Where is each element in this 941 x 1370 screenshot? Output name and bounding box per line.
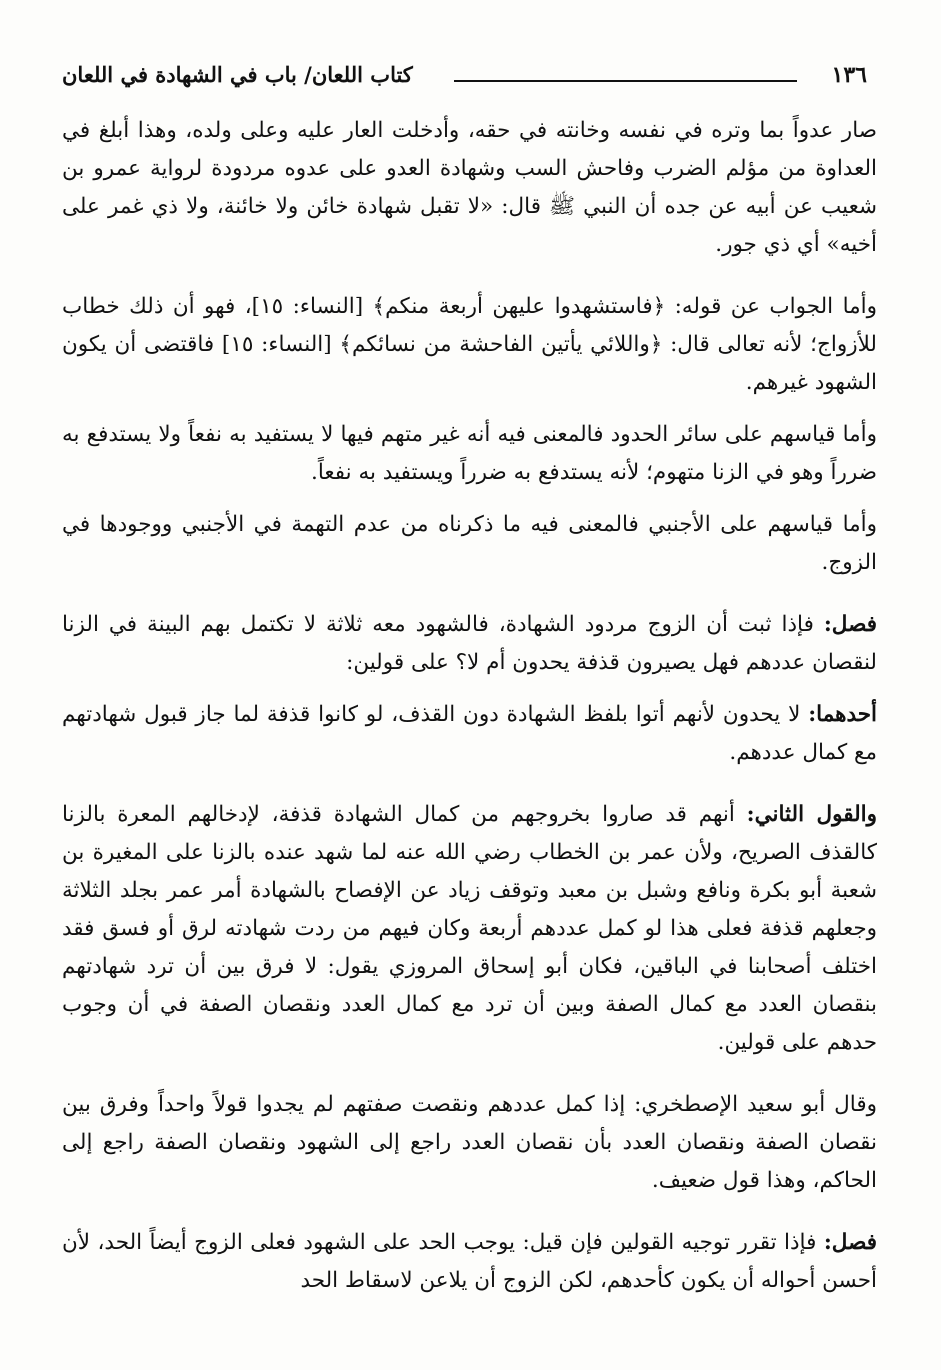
header-rule <box>454 80 797 82</box>
paragraph-lead: والقول الثاني: <box>746 802 877 827</box>
section-paragraph: فصل: فإذا تقرر توجيه القولين فإن قيل: يوجب الحد على الشهود فعلى الزوج أيضاً الحد، لأن أحسن أحواله أن يكون كأحدهم، لكن الزوج أن يلاعن لاسقاط الحد <box>62 1230 877 1293</box>
paragraph: وقال أبو سعيد الإصطخري: إذا كمل عددهم ونقصت صفتهم لم يجدوا قولاً واحداً وفرق بين نقصان الصفة ونقصان العدد بأن نقصان العدد راجع إلى الشهود ونقصان الصفة راجع إلى الحاكم، وهذا قول ضعيف. <box>62 1092 877 1193</box>
paragraph: وأما قياسهم على سائر الحدود فالمعنى فيه أنه غير متهم فيها لا يستفيد به نفعاً ولا يستدفع به ضرراً وهو في الزنا متهوم؛ لأنه يستدفع به ضرراً ويستفيد به نفعاً. <box>62 422 877 485</box>
paragraph: وأما الجواب عن قوله: ﴿فاستشهدوا عليهن أربعة منكم﴾ [النساء: ١٥]، فهو أن ذلك خطاب للأزواج؛ لأنه تعالى قال: ﴿واللائي يأتين الفاحشة من نسائكم﴾ [النساء: ١٥] فاقتضى أن يكون الشهود غيرهم. <box>62 294 877 395</box>
paragraph: وأما قياسهم على الأجنبي فالمعنى فيه ما ذكرناه من عدم التهمة في الأجنبي ووجودها في الزوج. <box>62 512 877 575</box>
main-text <box>62 112 877 1314</box>
section-lead: فصل: <box>823 612 877 637</box>
running-title: كتاب اللعان/ باب في الشهادة في اللعان <box>62 62 413 87</box>
paragraph: والقول الثاني: أنهم قد صاروا بخروجهم من كمال الشهادة قذفة، لإدخالهم المعرة بالزنا كالقذف الصريح، ولأن عمر بن الخطاب رضي الله عنه لما شهد عنده بالزنا على المغيرة بن شعبة أبو بكرة ونافع وشبل بن معبد وتوقف زياد عن الإفصاح بالشهادة أمر عمر بجلد الثلاثة وجعلهم قذفة فعلى هذا لو كمل عددهم أربعة وكان فيهم من ردت شهادته لرق أو فسق فقد اختلف أصحابنا في الباقين، فكان أبو إسحاق المروزي يقول: لا فرق بين أن ترد شهادتهم بنقصان العدد مع كمال الصفة وبين أن ترد مع كمال العدد ونقصان الصفة في أن وجوب حدهم على قولين. <box>62 802 877 1055</box>
page-header <box>62 62 867 98</box>
page-number: ١٣٦ <box>831 62 867 88</box>
paragraph: أحدهما: لا يحدون لأنهم أتوا بلفظ الشهادة دون القذف، لو كانوا قذفة لما جاز قبول شهادتهم مع كمال عددهم. <box>62 702 878 765</box>
paragraph: صار عدواً بما وتره في نفسه وخانته في حقه، وأدخلت العار عليه وعلى ولده، وهذا أبلغ في العداوة من مؤلم الضرب وفاحش السب وشهادة العدو على عدوه مردودة لرواية عمرو بن شعيب عن أبيه عن جده أن النبي ﷺ قال: «لا تقبل شهادة خائن ولا خائنة، ولا ذي غمر على أخيه» أي ذي جور. <box>62 118 877 257</box>
section-paragraph: فصل: فإذا ثبت أن الزوج مردود الشهادة، فالشهود معه ثلاثة لا تكتمل بهم البينة في الزنا لنقصان عددهم فهل يصيرون قذفة يحدون أم لا؟ على قولين: <box>62 612 877 675</box>
paragraph-lead: أحدهما: <box>808 702 878 727</box>
section-lead: فصل: <box>823 1230 877 1255</box>
